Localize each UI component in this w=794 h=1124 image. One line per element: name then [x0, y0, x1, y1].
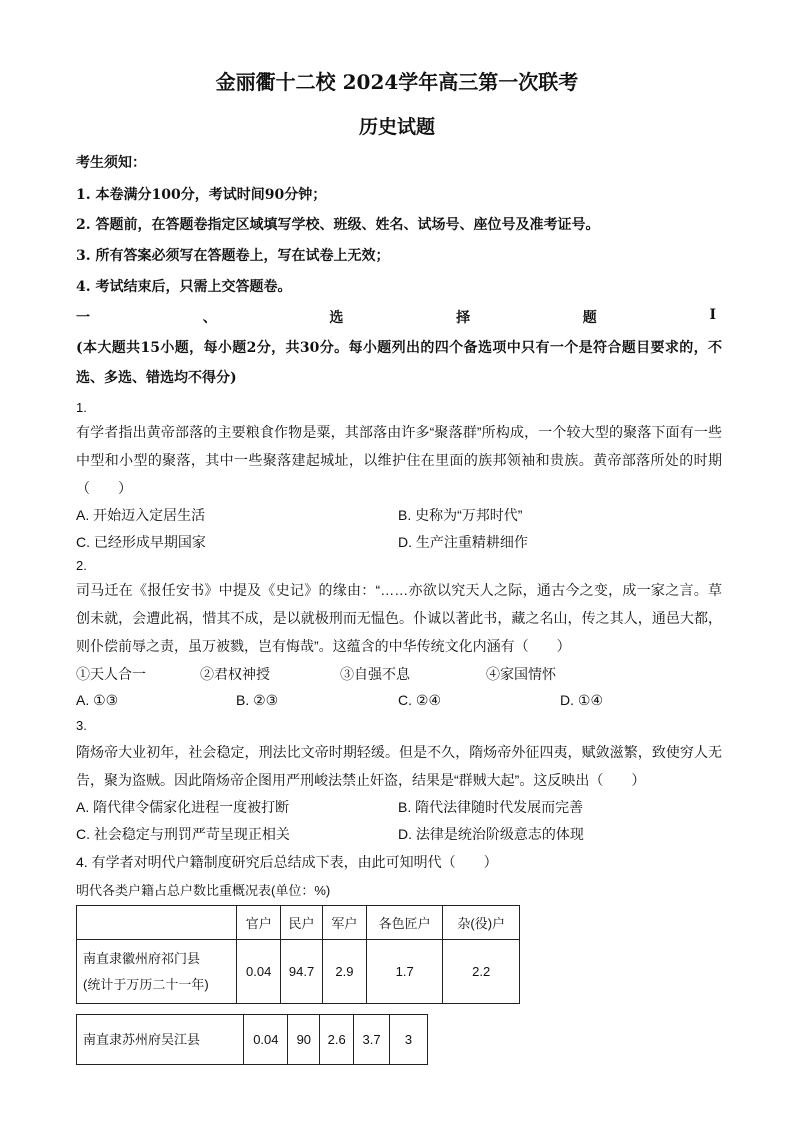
section-heading-char: 题 [582, 310, 597, 326]
table-cell: 2.9 [322, 940, 366, 1004]
question-1-option-c: C. 已经形成早期国家 [76, 534, 206, 550]
table-cell: 3.7 [354, 1015, 390, 1065]
question-2-option-a: A. ①③ [76, 692, 119, 708]
table-cell: 0.04 [237, 940, 281, 1004]
exam-title: 金丽衢十二校 2024学年高三第一次联考 [215, 70, 579, 94]
table-cell: 2.6 [320, 1015, 354, 1065]
section-heading [76, 307, 716, 327]
question-1-option-d: D. 生产注重精耕细作 [398, 534, 528, 550]
question-3-number: 3. [76, 718, 87, 733]
household-table [76, 905, 520, 1004]
section-heading-char: 择 [456, 310, 471, 326]
exam-subject: 历史试题 [358, 116, 435, 138]
question-1-stem: 有学者指出黄帝部落的主要粮食作物是粟，其部落由许多“聚落群”所构成，一个较大型的聚落下面有一些中型和小型的聚落，其中一些聚落建起城址，以维护住在里面的族邦领袖和贵族。黄帝部落所处的时期（ ） [76, 424, 722, 496]
question-2-item-3: ③自强不息 [340, 666, 410, 682]
question-3-option-b: B. 隋代法律随时代发展而完善 [398, 799, 584, 815]
notice-item-1: 1. 本卷满分100分，考试时间90分钟； [76, 187, 327, 203]
question-2-option-b: B. ②③ [236, 692, 279, 708]
question-3-option-a: A. 隋代律令儒家化进程一度被打断 [76, 799, 290, 815]
table-row-label: 南直隶苏州府吴江县 [77, 1015, 244, 1065]
notice-item-4: 4. 考试结束后，只需上交答题卷。 [76, 279, 292, 295]
table-header-cell: 民户 [281, 906, 323, 940]
table-header-cell: 官户 [237, 906, 281, 940]
section-heading-char: 、 [202, 310, 217, 326]
table-row-label [77, 940, 237, 1004]
question-2-item-2: ②君权神授 [200, 666, 270, 682]
table-cell: 94.7 [281, 940, 323, 1004]
question-2-number: 2. [76, 558, 87, 573]
section-instruction: (本大题共15小题，每小题2分，共30分。每小题列出的四个备选项中只有一个是符合题目要求的，不选、多选、错选均不得分) [76, 340, 722, 386]
table-row-label-line: 南直隶徽州府祁门县 [83, 950, 201, 966]
table-header-cell [77, 906, 237, 940]
table-row [77, 1015, 428, 1065]
notice-heading: 考生须知： [76, 155, 146, 171]
table-header-cell: 杂(役)户 [443, 906, 520, 940]
question-1-option-a: A. 开始迈入定居生活 [76, 507, 206, 523]
notice-item-2: 2. 答题前，在答题卷指定区域填写学校、班级、姓名、试场号、座位号及准考证号。 [76, 217, 600, 233]
table-header-cell: 军户 [322, 906, 366, 940]
table-cell: 0.04 [244, 1015, 288, 1065]
table-cell: 90 [288, 1015, 320, 1065]
question-2-stem: 司马迁在《报任安书》中提及《史记》的缘由：“……亦欲以究天人之际，通古今之变，成一家之言。草创未就，会遭此祸，惜其不成，是以就极刑而无愠色。仆诚以著此书，藏之名山，传之其人，通邑大都，则仆偿前辱之责，虽万被戮，岂有悔哉”。这蕴含的中华传统文化内涵有（ ） [76, 582, 722, 654]
question-2-option-d: D. ①④ [560, 692, 603, 708]
question-2-item-4: ④家国情怀 [486, 666, 556, 682]
section-heading-char: 选 [329, 310, 344, 326]
question-2-item-1: ①天人合一 [76, 666, 146, 682]
question-3-stem: 隋炀帝大业初年，社会稳定，刑法比文帝时期轻缓。但是不久，隋炀帝外征四夷，赋敛滋繁，致使穷人无告，聚为盗贼。因此隋炀帝企图用严刑峻法禁止奸盗，结果是“群贼大起”。这反映出（ ） [76, 744, 722, 788]
table-row [77, 940, 520, 1004]
question-3-option-c: C. 社会稳定与刑罚严苛呈现正相关 [76, 826, 290, 842]
question-4-stem: 4. 有学者对明代户籍制度研究后总结成下表，由此可知明代（ ） [76, 854, 498, 870]
question-2-option-c: C. ②④ [398, 692, 441, 708]
question-1-number: 1. [76, 400, 87, 415]
section-heading-char: 一 [76, 310, 90, 326]
table-cell: 1.7 [366, 940, 443, 1004]
question-1-option-b: B. 史称为“万邦时代” [398, 507, 523, 523]
table-cell: 2.2 [443, 940, 520, 1004]
table-header-row [77, 906, 520, 940]
table-row-label-note: (统计于万历二十一年) [83, 976, 209, 992]
household-table-continued [76, 1014, 428, 1065]
notice-item-3: 3. 所有答案必须写在答题卷上，写在试卷上无效； [76, 248, 390, 264]
question-3-option-d: D. 法律是统治阶级意志的体现 [398, 826, 584, 842]
table-caption: 明代各类户籍占总户数比重概况表(单位：%) [76, 883, 331, 898]
table-header-cell: 各色匠户 [366, 906, 443, 940]
table-cell: 3 [389, 1015, 427, 1065]
section-heading-char: I [709, 307, 716, 323]
